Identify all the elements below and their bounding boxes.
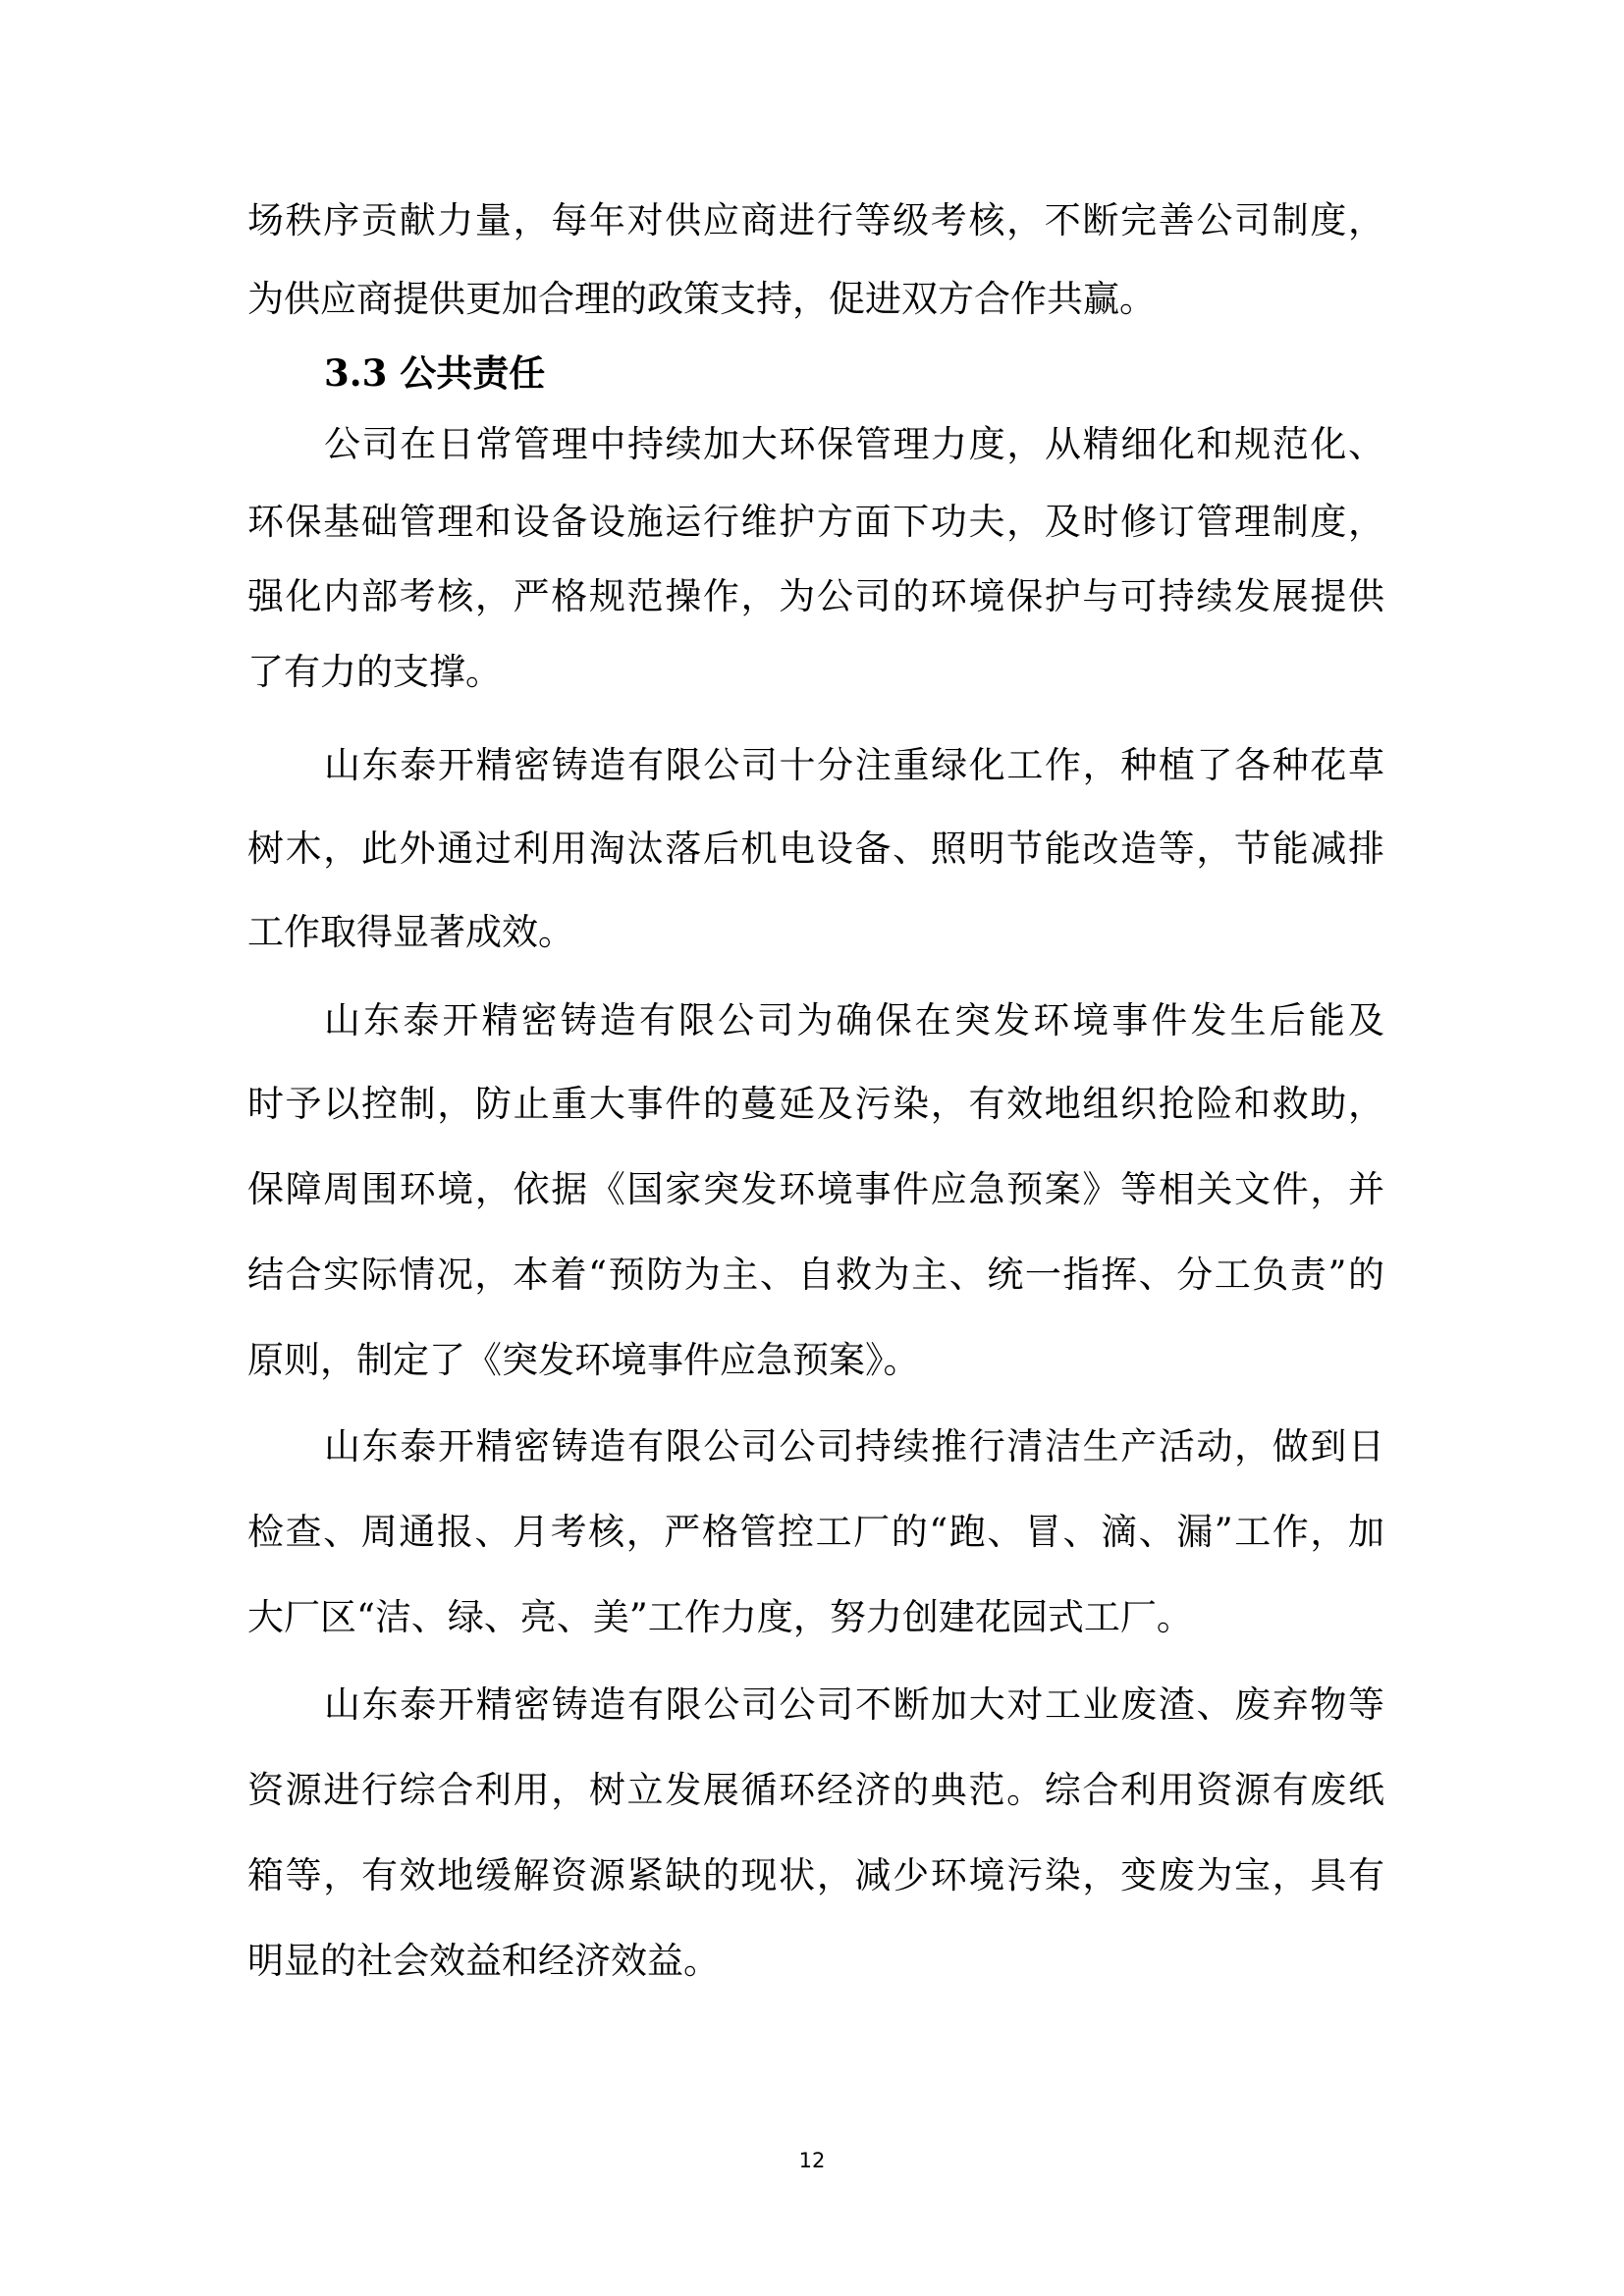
- paragraph-line: 环保基础管理和设备设施运行维护方面下功夫，及时修订管理制度，: [247, 501, 1384, 543]
- paragraph-line: 箱等，有效地缓解资源紧缺的现状，减少环境污染，变废为宝，具有: [247, 1854, 1384, 1896]
- paragraph-line: 山东泰开精密铸造有限公司公司持续推行清洁生产活动，做到日: [324, 1425, 1384, 1468]
- paragraph-line: 山东泰开精密铸造有限公司为确保在突发环境事件发生后能及: [324, 999, 1384, 1041]
- paragraph-line: 检查、周通报、月考核，严格管控工厂的“跑、冒、滴、漏”工作，加: [247, 1511, 1384, 1553]
- paragraph-line: 树木，此外通过利用淘汰落后机电设备、照明节能改造等，节能减排: [247, 828, 1384, 870]
- paragraph-line: 场秩序贡献力量，每年对供应商进行等级考核，不断完善公司制度，: [247, 199, 1384, 241]
- paragraph-line: 山东泰开精密铸造有限公司十分注重绿化工作，种植了各种花草: [324, 744, 1384, 786]
- section-heading: 3.3 公共责任: [324, 351, 546, 395]
- paragraph-line: 原则，制定了《突发环境事件应急预案》。: [247, 1339, 920, 1381]
- paragraph-line: 山东泰开精密铸造有限公司公司不断加大对工业废渣、废弃物等: [324, 1683, 1384, 1726]
- paragraph-line: 结合实际情况，本着“预防为主、自救为主、统一指挥、分工负责”的: [247, 1254, 1384, 1296]
- paragraph-line: 为供应商提供更加合理的政策支持，促进双方合作共赢。: [247, 278, 1156, 320]
- paragraph-line: 保障周围环境，依据《国家突发环境事件应急预案》等相关文件，并: [247, 1168, 1384, 1210]
- page-number: 12: [798, 2149, 826, 2172]
- paragraph-line: 资源进行综合利用，树立发展循环经济的典范。综合利用资源有废纸: [247, 1769, 1384, 1811]
- paragraph-line: 工作取得显著成效。: [247, 911, 574, 953]
- paragraph-line: 明显的社会效益和经济效益。: [247, 1940, 720, 1982]
- paragraph-line: 公司在日常管理中持续加大环保管理力度，从精细化和规范化、: [324, 423, 1384, 465]
- paragraph-line: 大厂区“洁、绿、亮、美”工作力度，努力创建花园式工厂。: [247, 1596, 1193, 1638]
- paragraph-line: 强化内部考核，严格规范操作，为公司的环境保护与可持续发展提供: [247, 575, 1384, 617]
- paragraph-line: 了有力的支撑。: [247, 651, 502, 693]
- paragraph-line: 时予以控制，防止重大事件的蔓延及污染，有效地组织抢险和救助，: [247, 1083, 1384, 1125]
